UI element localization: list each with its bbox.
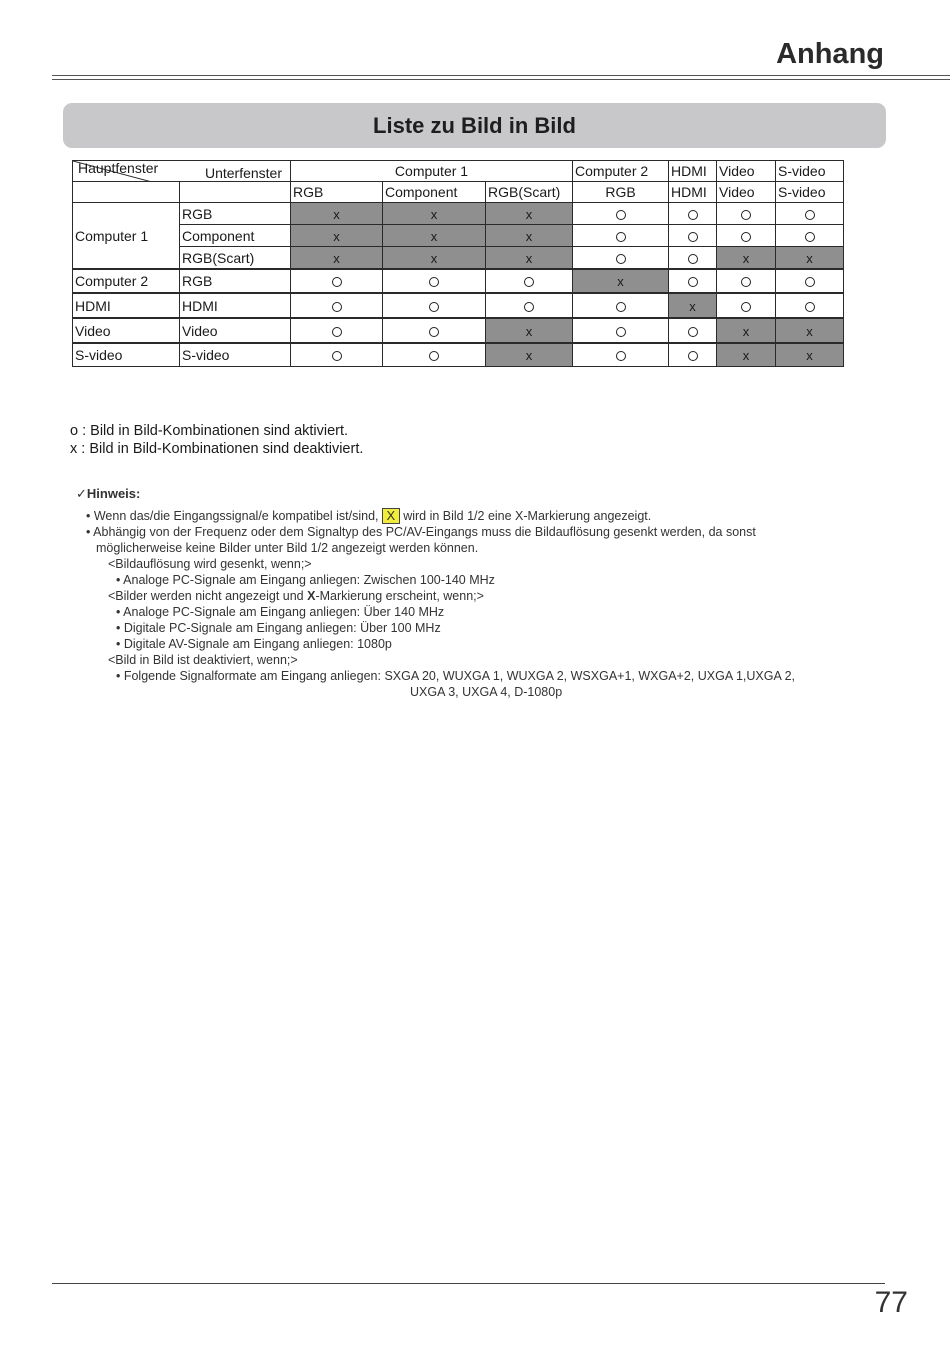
circle-mark xyxy=(616,254,626,264)
cell-enabled xyxy=(776,269,844,293)
sub-header-row xyxy=(73,182,844,203)
empty-cell xyxy=(73,182,180,203)
circle-mark xyxy=(332,277,342,287)
note-line: <Bildauflösung wird gesenkt, wenn;> xyxy=(108,557,312,571)
x-mark: x xyxy=(617,274,624,289)
circle-mark xyxy=(616,327,626,337)
x-marker-box: X xyxy=(382,508,401,524)
circle-mark xyxy=(616,302,626,312)
note-line: -Markierung erscheint, wenn;> xyxy=(315,589,484,603)
circle-mark xyxy=(524,277,534,287)
x-mark: x xyxy=(525,323,533,339)
cell-enabled xyxy=(291,269,383,293)
circle-mark xyxy=(332,327,342,337)
x-mark: x xyxy=(430,228,438,244)
cell-disabled xyxy=(776,343,844,367)
main-signal-label: Video xyxy=(180,318,291,343)
table-row xyxy=(73,225,844,247)
cell-disabled xyxy=(717,247,776,270)
cell-enabled xyxy=(573,293,669,318)
circle-mark xyxy=(616,232,626,242)
circle-mark xyxy=(616,210,626,220)
x-mark: x xyxy=(333,206,340,222)
cell-disabled xyxy=(486,225,573,247)
group-header: S-video xyxy=(776,161,844,182)
cell-disabled xyxy=(291,225,383,247)
circle-mark xyxy=(688,210,698,220)
circle-mark xyxy=(332,351,342,361)
x-mark: x xyxy=(525,228,533,244)
cell-enabled xyxy=(776,293,844,318)
cell-enabled xyxy=(669,318,717,343)
cell-enabled xyxy=(669,203,717,225)
notes-section xyxy=(76,486,896,700)
notes-heading: ✓Hinweis: xyxy=(76,486,141,501)
note-line: • Digitale AV-Signale am Eingang anliegen: 1080p xyxy=(116,637,392,651)
cell-enabled xyxy=(383,318,486,343)
table-row xyxy=(73,247,844,270)
sub-header: RGB xyxy=(573,182,669,203)
cell-enabled xyxy=(776,203,844,225)
cell-enabled xyxy=(717,269,776,293)
cell-enabled xyxy=(291,293,383,318)
circle-mark xyxy=(688,254,698,264)
cell-disabled xyxy=(383,203,486,225)
table-body xyxy=(73,203,844,367)
cell-enabled xyxy=(717,293,776,318)
sub-header: Component xyxy=(383,182,486,203)
cell-disabled xyxy=(291,203,383,225)
header-rule-bottom xyxy=(52,79,950,80)
x-mark: x xyxy=(430,250,438,266)
legend-o: o : Bild in Bild-Kombinationen sind aktiviert. xyxy=(70,423,349,439)
main-window-label: Computer 1 xyxy=(73,203,180,270)
circle-mark xyxy=(741,232,751,242)
x-mark: x xyxy=(430,206,438,222)
circle-mark xyxy=(429,277,439,287)
note-line: <Bilder werden nicht angezeigt und xyxy=(108,589,304,603)
x-mark: x xyxy=(689,298,696,314)
table-row xyxy=(73,203,844,225)
circle-mark xyxy=(429,302,439,312)
cell-disabled xyxy=(486,318,573,343)
footer-rule xyxy=(52,1283,885,1284)
x-mark: x xyxy=(333,250,340,266)
cell-enabled xyxy=(776,225,844,247)
note-line: möglicherweise keine Bilder unter Bild 1/2 angezeigt werden können. xyxy=(96,541,479,555)
group-header: Computer 1 xyxy=(291,161,573,182)
circle-mark xyxy=(805,302,815,312)
x-marker-bold: X xyxy=(307,589,316,603)
cell-disabled xyxy=(486,203,573,225)
cell-disabled xyxy=(486,343,573,367)
circle-mark xyxy=(688,351,698,361)
table-row xyxy=(73,293,844,318)
circle-mark xyxy=(741,210,751,220)
cell-disabled xyxy=(573,269,669,293)
x-mark: x xyxy=(525,348,533,363)
cell-disabled xyxy=(776,247,844,270)
pip-table xyxy=(72,160,844,367)
sub-header: S-video xyxy=(776,182,844,203)
main-window-label: S-video xyxy=(73,343,180,367)
circle-mark xyxy=(805,277,815,287)
group-header: HDMI xyxy=(669,161,717,182)
cell-enabled xyxy=(573,318,669,343)
page-number: 77 xyxy=(874,1286,908,1319)
main-window-label: Video xyxy=(73,318,180,343)
table-corner-cell xyxy=(73,161,291,182)
cell-disabled xyxy=(776,318,844,343)
cell-enabled xyxy=(573,203,669,225)
note-line: SXGA 20, WUXGA 1, WUXGA 2, WSXGA+1, WXGA+2, UXGA 1,UXGA 2, xyxy=(384,669,796,683)
x-mark: x xyxy=(742,348,750,363)
cell-enabled xyxy=(669,269,717,293)
x-mark: x xyxy=(742,250,750,266)
main-signal-label: RGB xyxy=(180,269,291,293)
main-window-label: HDMI xyxy=(73,293,180,318)
table-row xyxy=(73,269,844,293)
note-line: • Analoge PC-Signale am Eingang anliegen: Über 140 MHz xyxy=(116,605,445,619)
main-signal-label: HDMI xyxy=(180,293,291,318)
note-line: UXGA 3, UXGA 4, D-1080p xyxy=(410,685,563,699)
sub-header: Video xyxy=(717,182,776,203)
cell-disabled xyxy=(717,343,776,367)
circle-mark xyxy=(688,232,698,242)
cell-disabled xyxy=(717,318,776,343)
x-mark: x xyxy=(742,323,750,339)
note-line: • Analoge PC-Signale am Eingang anliegen: Zwischen 100-140 MHz xyxy=(116,573,495,587)
table-row xyxy=(73,343,844,367)
circle-mark xyxy=(429,351,439,361)
sub-header: RGB(Scart) xyxy=(486,182,573,203)
page-title: Anhang xyxy=(776,38,884,70)
cell-enabled xyxy=(669,247,717,270)
cell-enabled xyxy=(669,343,717,367)
x-mark: x xyxy=(333,228,340,244)
note-line: <Bild in Bild ist deaktiviert, wenn;> xyxy=(108,653,298,667)
cell-enabled xyxy=(383,343,486,367)
cell-enabled xyxy=(573,225,669,247)
section-banner xyxy=(63,103,886,148)
main-signal-label: S-video xyxy=(180,343,291,367)
cell-enabled xyxy=(573,247,669,270)
circle-mark xyxy=(741,302,751,312)
circle-mark xyxy=(616,351,626,361)
x-mark: x xyxy=(806,348,813,363)
main-signal-label: RGB xyxy=(180,203,291,225)
main-signal-label: Component xyxy=(180,225,291,247)
header-rule-top xyxy=(52,75,950,76)
circle-mark xyxy=(429,327,439,337)
circle-mark xyxy=(805,232,815,242)
cell-enabled xyxy=(291,318,383,343)
table-row xyxy=(73,318,844,343)
cell-enabled xyxy=(486,269,573,293)
sub-header: RGB xyxy=(291,182,383,203)
main-window-label: Computer 2 xyxy=(73,269,180,293)
cell-disabled xyxy=(383,225,486,247)
cell-disabled xyxy=(669,293,717,318)
empty-cell xyxy=(180,182,291,203)
cell-enabled xyxy=(669,225,717,247)
circle-mark xyxy=(524,302,534,312)
sub-header: HDMI xyxy=(669,182,717,203)
circle-mark xyxy=(688,327,698,337)
cell-disabled xyxy=(291,247,383,270)
x-mark: x xyxy=(525,206,533,222)
cell-enabled xyxy=(573,343,669,367)
group-header: Video xyxy=(717,161,776,182)
cell-enabled xyxy=(486,293,573,318)
section-title: Liste zu Bild in Bild xyxy=(373,112,576,138)
cell-enabled xyxy=(717,203,776,225)
circle-mark xyxy=(805,210,815,220)
note-line: • Abhängig von der Frequenz oder dem Signaltyp des PC/AV-Eingangs muss die Bildauflösung gesenkt werden, da sonst xyxy=(86,525,756,539)
cell-disabled xyxy=(486,247,573,270)
note-line: • Digitale PC-Signale am Eingang anliegen: Über 100 MHz xyxy=(116,621,441,635)
cell-disabled xyxy=(383,247,486,270)
note-line: • Wenn das/die Eingangssignal/e kompatibel ist/sind, xyxy=(86,509,379,523)
circle-mark xyxy=(741,277,751,287)
cell-enabled xyxy=(291,343,383,367)
corner-label-subwindow: Unterfenster xyxy=(204,165,282,181)
circle-mark xyxy=(688,277,698,287)
note-line: • Folgende Signalformate am Eingang anliegen: xyxy=(116,669,381,683)
cell-enabled xyxy=(383,293,486,318)
cell-enabled xyxy=(383,269,486,293)
circle-mark xyxy=(332,302,342,312)
legend-x: x : Bild in Bild-Kombinationen sind deaktiviert. xyxy=(70,441,364,457)
x-mark: x xyxy=(525,250,533,266)
group-header-row xyxy=(73,161,844,182)
cell-enabled xyxy=(717,225,776,247)
x-mark: x xyxy=(806,323,813,339)
main-signal-label: RGB(Scart) xyxy=(180,247,291,270)
note-line: wird in Bild 1/2 eine X-Markierung angezeigt. xyxy=(403,509,652,523)
x-mark: x xyxy=(806,250,813,266)
group-header: Computer 2 xyxy=(573,161,669,182)
corner-label-mainwindow: Hauptfenster xyxy=(78,160,159,176)
